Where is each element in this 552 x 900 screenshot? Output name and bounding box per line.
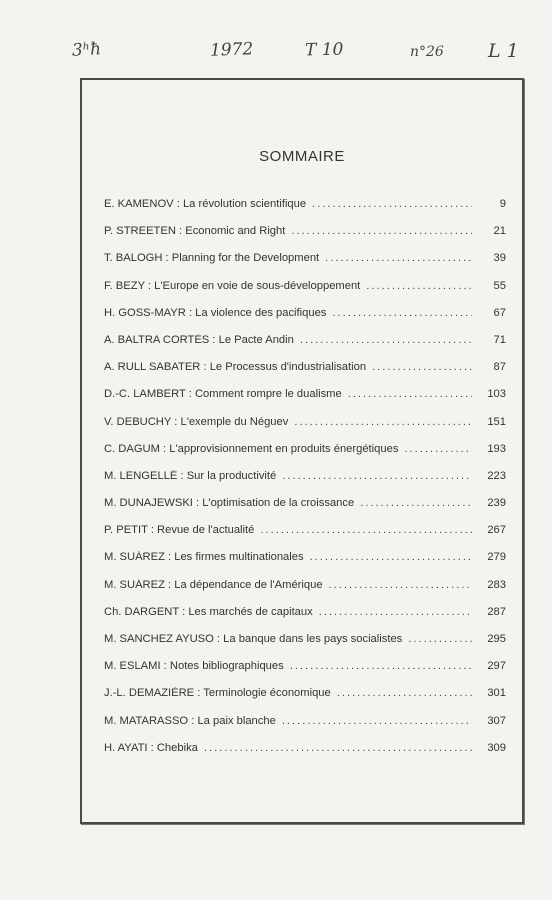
- toc-entry-text: M. LENGELLÉ : Sur la productivité: [104, 469, 277, 482]
- toc-page-number: 267: [487, 524, 506, 537]
- toc-entry: [104, 497, 506, 524]
- toc-page-number: 223: [487, 469, 506, 482]
- dot-leader: [291, 225, 472, 237]
- toc-entry-text: H. GOSS-MAYR : La violence des pacifiques: [104, 306, 327, 319]
- toc-entry-text: M. DUNAJEWSKI : L'optimisation de la croissance: [104, 497, 355, 510]
- dot-leader: [319, 606, 472, 618]
- dot-leader: [312, 198, 472, 210]
- toc-page-number: 297: [487, 660, 506, 673]
- toc-entry-text: M. MATARASSO : La paix blanche: [104, 714, 276, 727]
- contents-frame: [80, 78, 524, 824]
- dot-leader: [366, 280, 472, 292]
- dot-leader: [408, 633, 472, 645]
- toc-entry: [104, 606, 506, 633]
- toc-entry: [104, 252, 506, 279]
- toc-entry: [104, 551, 506, 578]
- handwritten-mark: L 1: [488, 40, 519, 62]
- toc-entry-text: P. STREETEN : Economic and Right: [104, 225, 286, 238]
- toc-entry: [104, 687, 506, 714]
- toc-entry-text: C. DAGUM : L'approvisionnement en produits énergétiques: [104, 442, 399, 455]
- toc-page-number: 239: [487, 497, 506, 510]
- toc-page-number: 67: [493, 306, 506, 319]
- toc-entry: [104, 361, 506, 388]
- toc-entry-text: T. BALOGH : Planning for the Development: [104, 252, 320, 265]
- toc-page-number: 21: [493, 225, 506, 238]
- dot-leader: [204, 742, 472, 754]
- dot-leader: [337, 687, 472, 699]
- toc-entry-text: A. BALTRA CORTÈS : Le Pacte Andin: [104, 333, 294, 346]
- toc-entry: [104, 280, 506, 307]
- toc-entry-text: E. KAMENOV : La révolution scientifique: [104, 198, 307, 210]
- toc-entry: [104, 579, 506, 606]
- toc-entry-text: Ch. DARGENT : Les marchés de capitaux: [104, 605, 313, 618]
- toc-entry: [104, 334, 506, 361]
- toc-page-number: 307: [487, 714, 506, 727]
- dot-leader: [372, 361, 472, 373]
- toc-page-number: 193: [487, 442, 506, 455]
- toc-page-number: 295: [487, 633, 506, 645]
- toc-entry: [104, 388, 506, 415]
- page-title: SOMMAIRE: [259, 148, 345, 165]
- toc-entry: [104, 307, 506, 334]
- handwritten-year: 1972: [209, 39, 254, 61]
- dot-leader: [329, 579, 472, 591]
- toc-entry-text: A. RULL SABATER : Le Processus d'industrialisation: [104, 361, 367, 374]
- handwritten-issue: n°26: [410, 44, 444, 60]
- toc-page-number: 287: [487, 605, 506, 618]
- dot-leader: [360, 497, 472, 509]
- dot-leader: [300, 334, 472, 346]
- toc-entry-text: M. SUÁREZ : La dépendance de l'Amérique: [104, 578, 323, 591]
- toc-page-number: 279: [487, 551, 506, 564]
- toc-entry: [104, 198, 506, 225]
- dot-leader: [310, 551, 472, 563]
- toc-page-number: 71: [493, 333, 506, 346]
- toc-page-number: 283: [487, 578, 506, 591]
- toc-entry: [104, 660, 506, 687]
- toc-entry: [104, 470, 506, 497]
- handwritten-volume: T 10: [304, 39, 344, 61]
- toc-entry-text: V. DEBUCHY : L'exemple du Néguev: [104, 415, 289, 428]
- dot-leader: [325, 252, 472, 264]
- toc-entry-text: M. SANCHEZ AYUSO : La banque dans les pays socialistes: [104, 633, 403, 645]
- handwritten-note: 3ʰħ: [71, 39, 102, 61]
- toc-page-number: 309: [487, 741, 506, 754]
- toc-entry-text: F. BEZY : L'Europe en voie de sous-développement: [104, 279, 361, 292]
- toc-page-number: 55: [493, 279, 506, 292]
- toc-entry: [104, 524, 506, 551]
- toc-page-number: 39: [493, 252, 506, 265]
- dot-leader: [260, 524, 472, 536]
- toc-entry-text: D.-C. LAMBERT : Comment rompre le dualisme: [104, 388, 342, 401]
- dot-leader: [282, 715, 472, 727]
- toc-entry: [104, 225, 506, 252]
- toc-entry: [104, 443, 506, 470]
- dot-leader: [290, 660, 472, 672]
- dot-leader: [404, 443, 472, 455]
- handwritten-annotations: [0, 30, 552, 70]
- toc-entry-text: H. AYATI : Chebika: [104, 741, 198, 754]
- toc-entry-text: P. PETIT : Revue de l'actualité: [104, 524, 255, 537]
- dot-leader: [332, 307, 472, 319]
- toc-page-number: 151: [487, 415, 506, 428]
- table-of-contents: [104, 198, 506, 769]
- toc-entry: [104, 633, 506, 660]
- toc-entry-text: J.-L. DEMAZIÈRE : Terminologie économique: [104, 687, 331, 700]
- toc-entry: [104, 416, 506, 443]
- toc-entry-text: M. ESLAMI : Notes bibliographiques: [104, 660, 284, 673]
- dot-leader: [348, 388, 472, 400]
- toc-page-number: 301: [487, 687, 506, 700]
- toc-entry: [104, 742, 506, 769]
- dot-leader: [282, 470, 472, 482]
- toc-entry-text: M. SUÁREZ : Les firmes multinationales: [104, 551, 304, 564]
- toc-page-number: 103: [487, 388, 506, 401]
- toc-page-number: 9: [499, 198, 506, 210]
- toc-entry: [104, 715, 506, 742]
- toc-page-number: 87: [493, 361, 506, 374]
- dot-leader: [294, 416, 472, 428]
